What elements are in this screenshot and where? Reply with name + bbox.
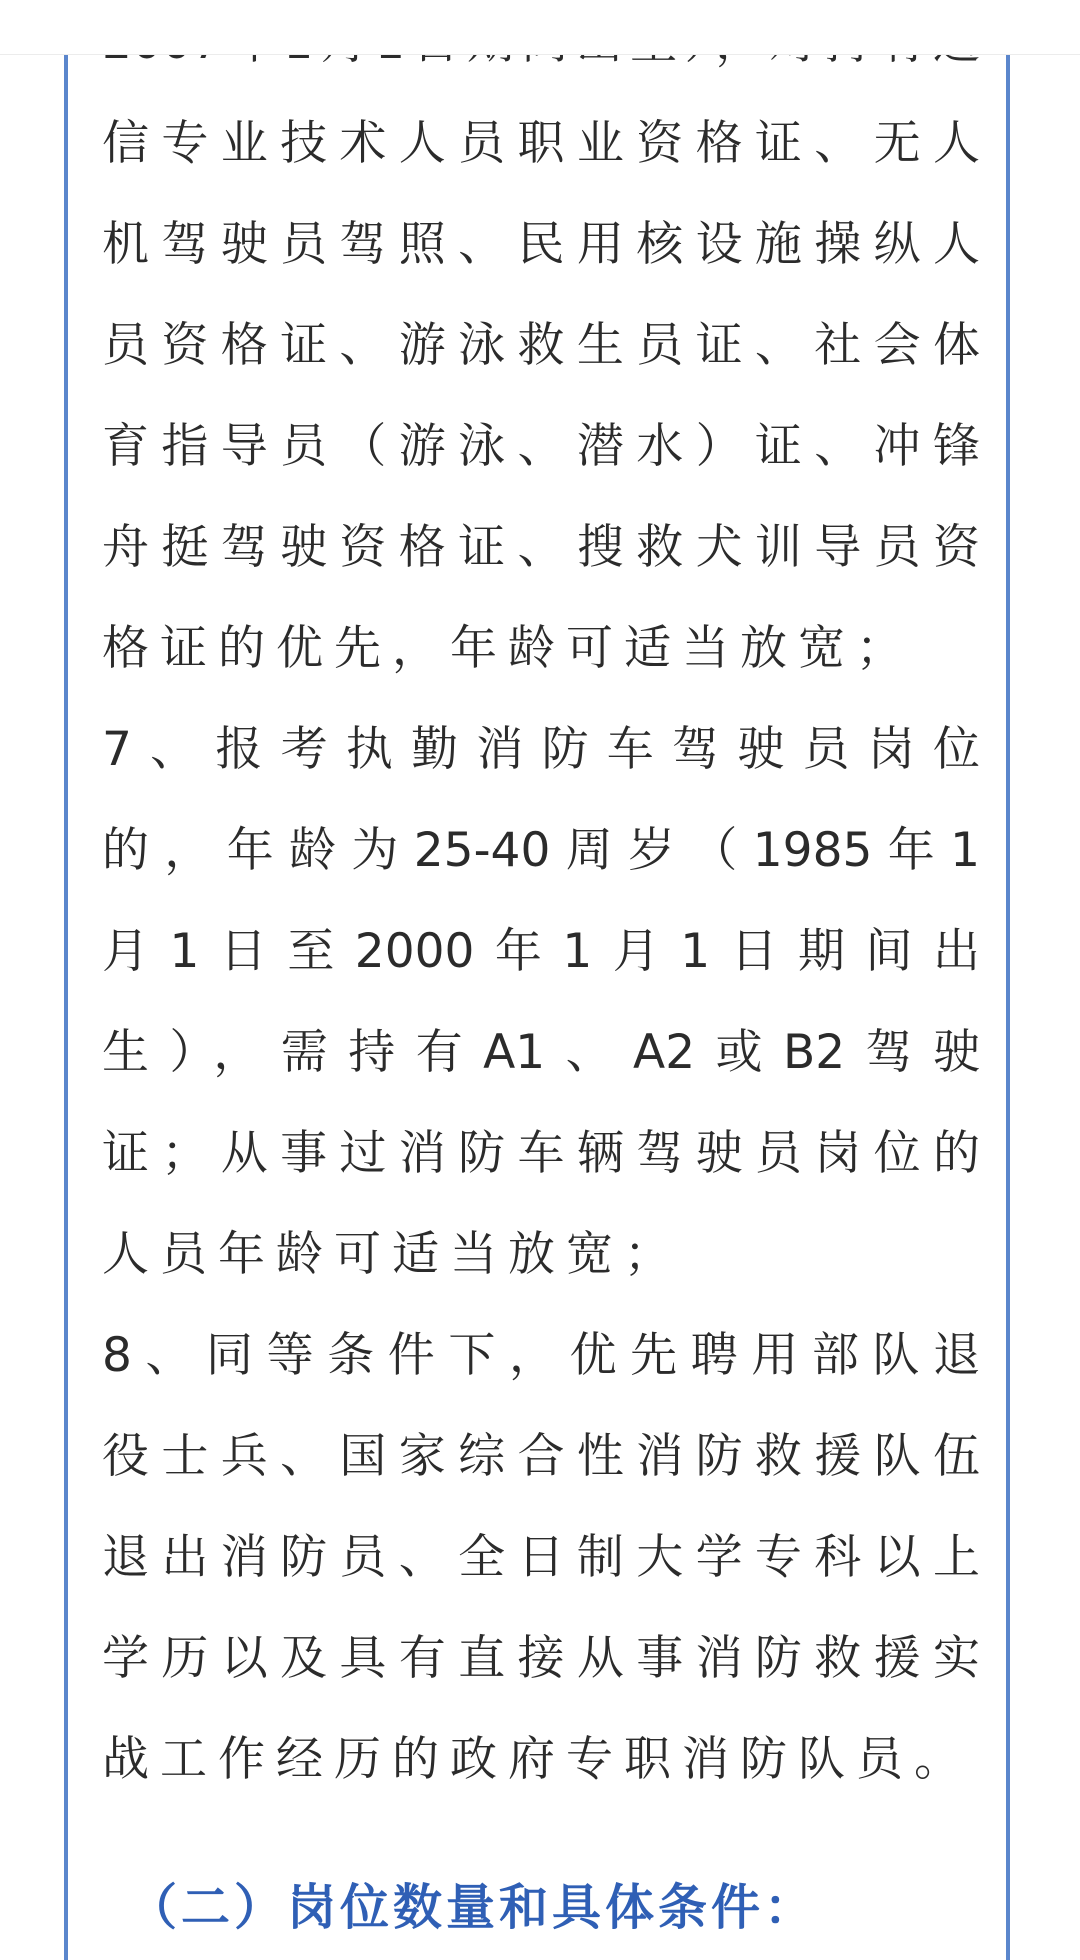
text-line: 人员年龄可适当放宽； (102, 1227, 682, 1282)
section-heading: （二）岗位数量和具体条件： (128, 1879, 818, 1936)
text-line: 格证的优先，年龄可适当放宽； (102, 621, 914, 676)
text-line: 生），需持有A1、A2或B2驾驶 (102, 1025, 980, 1080)
text-line: 信专业技术人员职业资格证、无人 (102, 116, 980, 171)
text-line: 战工作经历的政府专职消防队员。 (102, 1732, 972, 1787)
text-line: 机驾驶员驾照、民用核设施操纵人 (102, 217, 980, 272)
text-line: 月1日至2000年1月1日期间出 (102, 924, 980, 979)
text-line: 员资格证、游泳救生员证、社会体 (102, 318, 980, 373)
text-line: 退出消防员、全日制大学专科以上 (102, 1530, 980, 1585)
text-line: 役士兵、国家综合性消防救援队伍 (102, 1429, 980, 1484)
text-line: 证；从事过消防车辆驾驶员岗位的 (102, 1126, 980, 1181)
top-bar (0, 0, 1080, 55)
text-line: 育指导员（游泳、潜水）证、冲锋 (102, 419, 980, 474)
list-item-8: 8、同等条件下，优先聘用部队退 (102, 1328, 980, 1383)
list-item-7: 7、报考执勤消防车驾驶员岗位 (102, 722, 980, 777)
text-line: 舟挺驾驶资格证、搜救犬训导员资 (102, 520, 980, 575)
text-line: 的，年龄为25-40周岁（1985年1 (102, 823, 980, 878)
text-line: 学历以及具有直接从事消防救援实 (102, 1631, 980, 1686)
